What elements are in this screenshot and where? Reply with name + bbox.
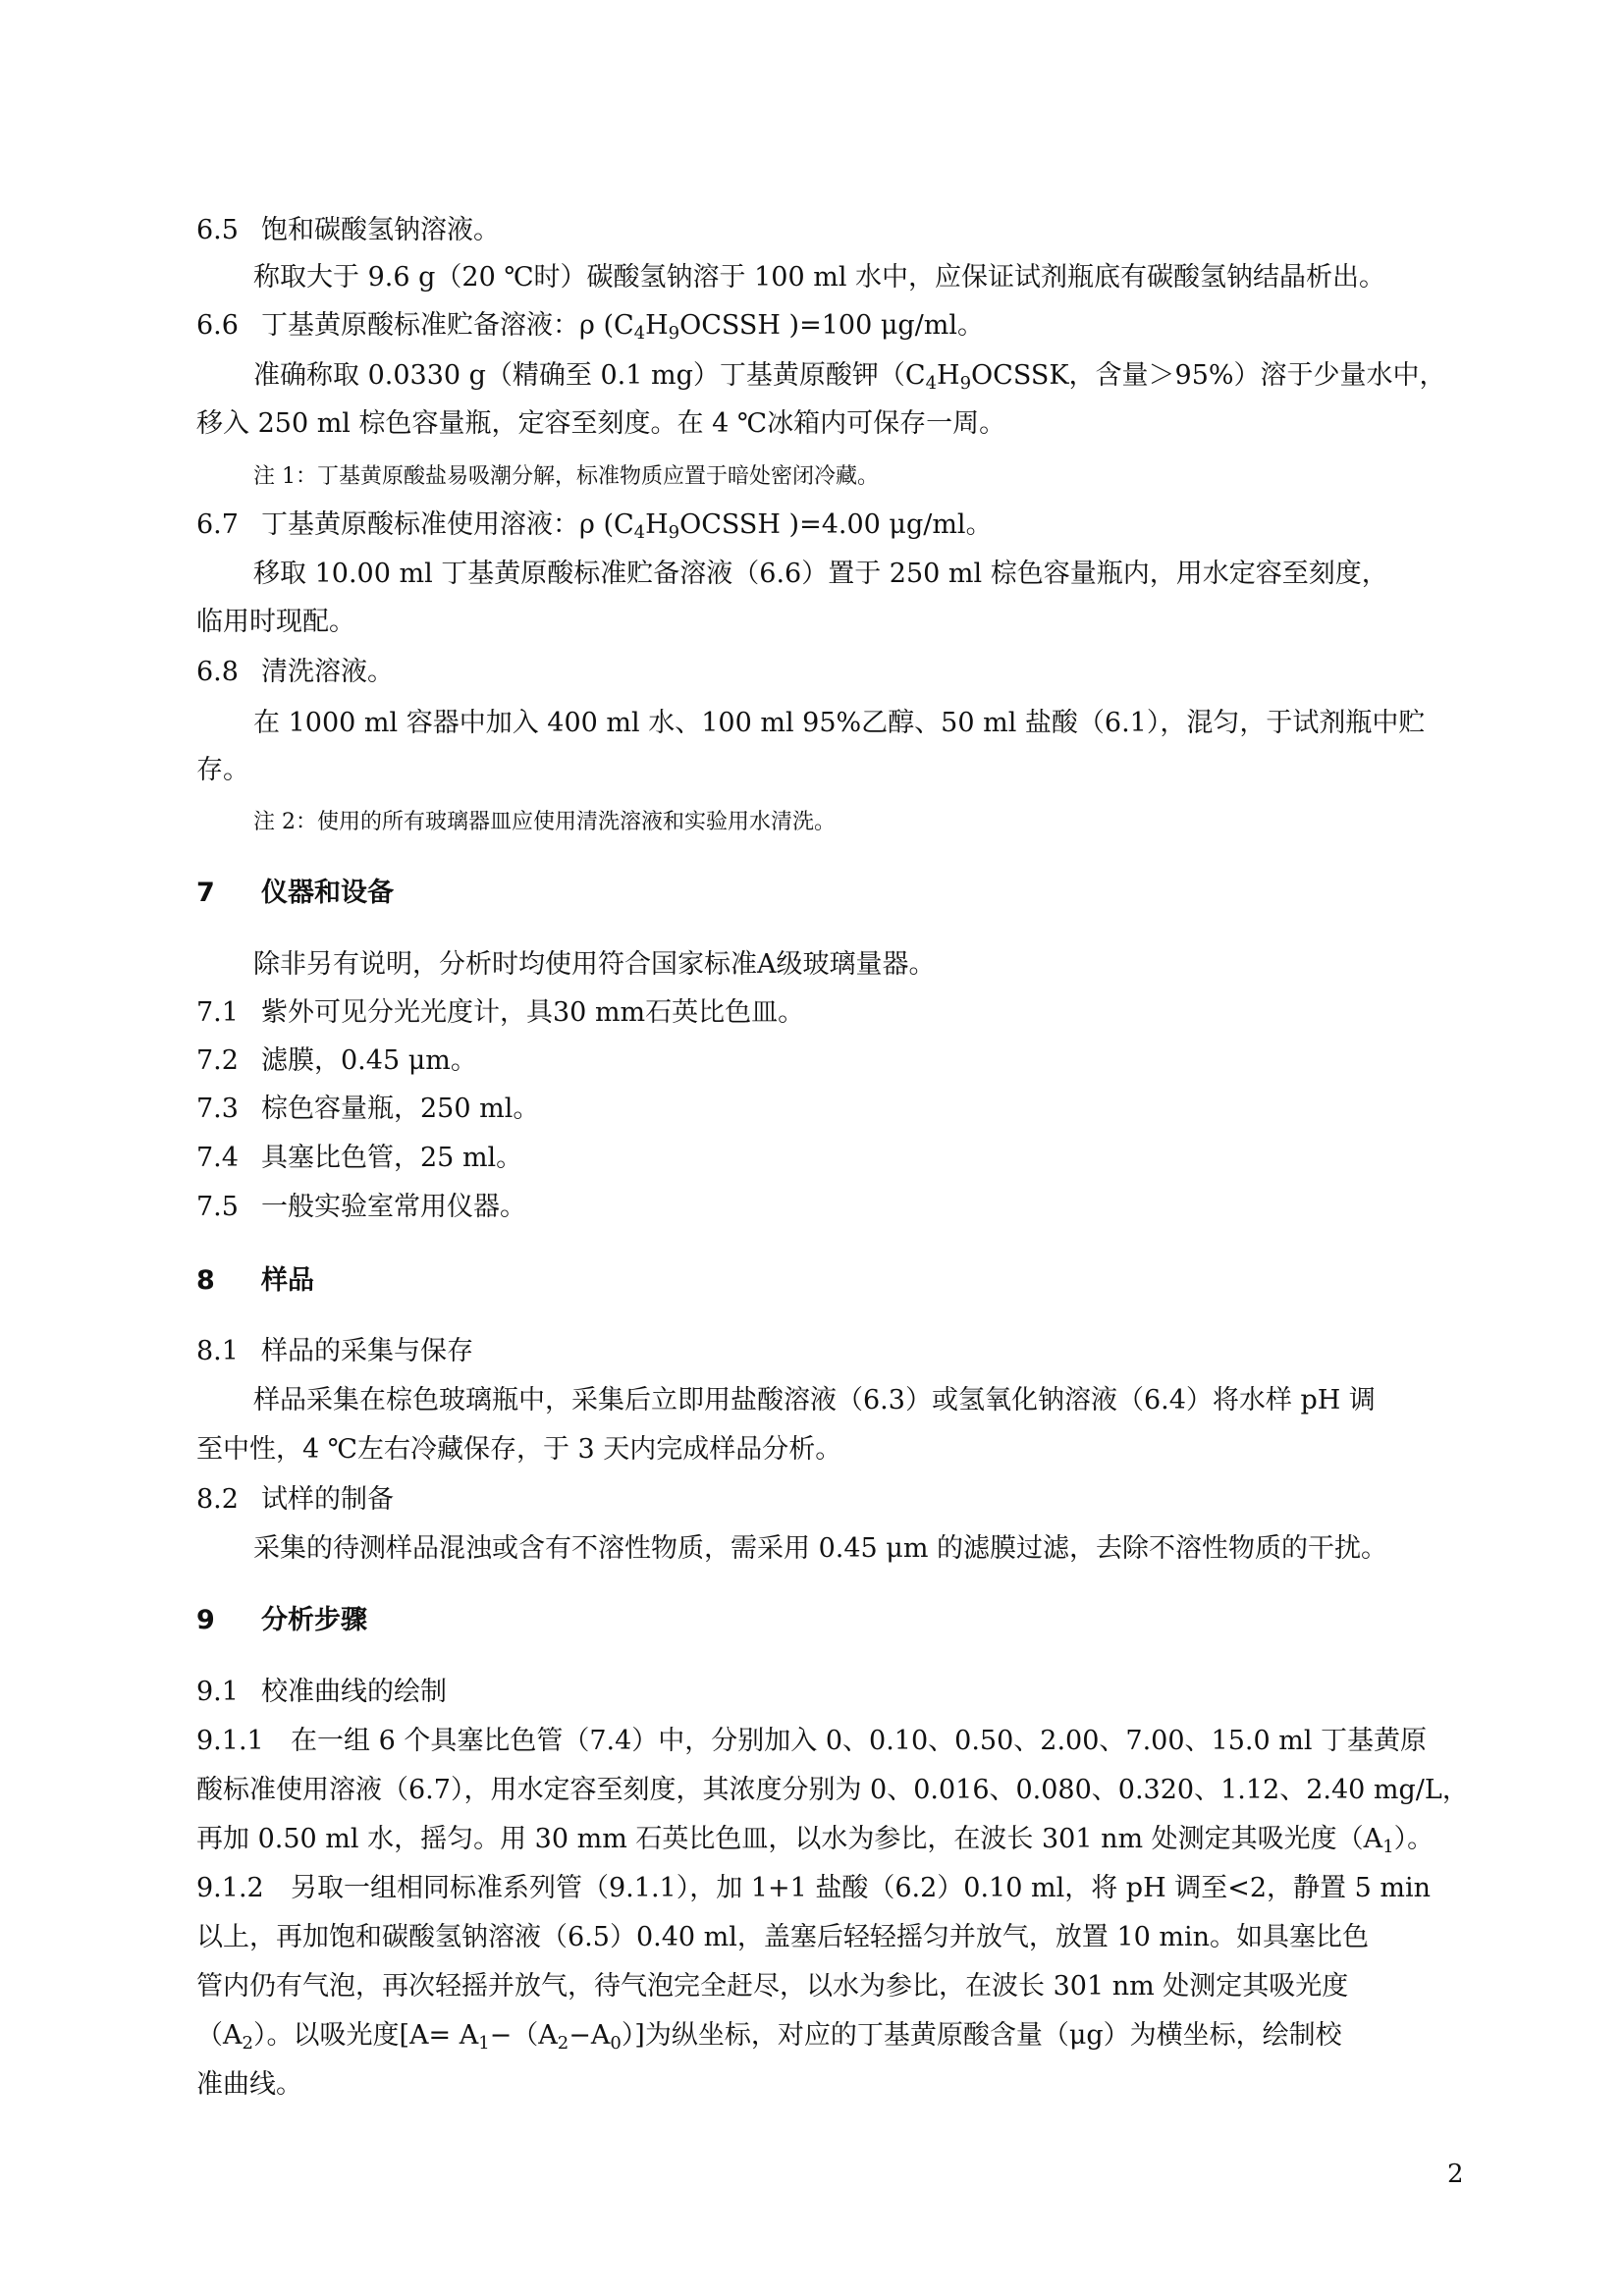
- subscript: 4: [925, 373, 938, 394]
- section-title-part: H: [645, 310, 669, 341]
- subscript: 1: [1382, 1837, 1394, 1857]
- paragraph: 移取 10.00 ml 丁基黄原酸标准贮备溶液（6.6）置于 250 ml 棕色容量瓶内，用水定容至刻度，: [253, 559, 1388, 589]
- subscript: 4: [633, 522, 646, 543]
- section-title-part: OCSSH )=4.00 μg/ml。: [679, 509, 993, 540]
- page-number: 2: [1447, 2160, 1464, 2189]
- subscript: 9: [668, 323, 680, 344]
- subscript: 9: [959, 373, 972, 394]
- section-title: 样品的采集与保存: [261, 1336, 473, 1366]
- subscript: 0: [610, 2033, 622, 2054]
- section-number: 9.1: [196, 1677, 239, 1707]
- section-9-heading: [196, 1604, 367, 1637]
- section-6-7-heading: [196, 508, 993, 542]
- section-title-part: OCSSH )=100 μg/ml。: [679, 310, 984, 341]
- text-run: ）]为纵坐标，对应的丁基黄原酸含量（μg）为横坐标，绘制校: [621, 2020, 1342, 2051]
- section-number: 8.1: [196, 1336, 239, 1366]
- text-run: −A: [568, 2020, 611, 2051]
- text-run: 在一组 6 个具塞比色管（7.4）中，分别加入 0、0.10、0.50、2.00、7.00、15.0 ml 丁基黄原: [291, 1726, 1428, 1756]
- section-title: 样品: [261, 1265, 314, 1296]
- section-6-6-heading: [196, 309, 984, 343]
- item-text: 滤膜，0.45 μm。: [261, 1045, 477, 1076]
- paragraph: 在 1000 ml 容器中加入 400 ml 水、100 ml 95%乙醇、50 ml 盐酸（6.1），混匀，于试剂瓶中贮: [253, 708, 1426, 738]
- subscript: 1: [478, 2033, 490, 2054]
- paragraph: [196, 2019, 1342, 2053]
- subscript: 9: [668, 522, 680, 543]
- item-text: 具塞比色管，25 ml。: [261, 1143, 523, 1173]
- list-item: [196, 1191, 526, 1224]
- item-text: 棕色容量瓶，250 ml。: [261, 1094, 540, 1124]
- item-number: 7.1: [196, 997, 239, 1028]
- text-run: （A: [196, 2020, 243, 2051]
- item-number: 7.3: [196, 1094, 239, 1124]
- section-title: 分析步骤: [261, 1605, 367, 1635]
- section-title-part: 丁基黄原酸标准贮备溶液：ρ (C: [261, 310, 634, 341]
- section-number: 6.7: [196, 509, 239, 540]
- paragraph: 管内仍有气泡，再次轻摇并放气，待气泡完全赶尽，以水为参比，在波长 301 nm 处测定其吸光度: [196, 1971, 1349, 2002]
- text-run: ）。: [1393, 1824, 1435, 1854]
- list-item: [196, 1044, 477, 1078]
- text-run: −（A: [489, 2020, 558, 2051]
- section-title-part: 丁基黄原酸标准使用溶液：ρ (C: [261, 509, 634, 540]
- paragraph: 存。: [196, 755, 249, 785]
- section-8-2-heading: [196, 1483, 394, 1517]
- paragraph: [196, 1823, 1434, 1856]
- paragraph: 酸标准使用溶液（6.7），用水定容至刻度，其浓度分别为 0、0.016、0.080、0.320、1.12、2.40 mg/L，: [196, 1775, 1469, 1805]
- paragraph: 移入 250 ml 棕色容量瓶，定容至刻度。在 4 ℃冰箱内可保存一周。: [196, 408, 1006, 439]
- section-6-8-heading: [196, 656, 394, 689]
- paragraph: [253, 359, 1446, 393]
- paragraph: 准曲线。: [196, 2069, 302, 2100]
- section-8-1-heading: [196, 1335, 473, 1368]
- list-item: [196, 1093, 539, 1126]
- paragraph: 至中性，4 ℃左右冷藏保存，于 3 天内完成样品分析。: [196, 1434, 842, 1465]
- section-6-5-heading: [196, 214, 500, 247]
- item-text: 紫外可见分光光度计，具30 mm石英比色皿。: [261, 997, 805, 1028]
- section-number: 8.2: [196, 1484, 239, 1515]
- note: 注 1：丁基黄原酸盐易吸潮分解，标准物质应置于暗处密闭冷藏。: [253, 464, 879, 489]
- item-number: 7.4: [196, 1143, 239, 1173]
- note: 注 2：使用的所有玻璃器皿应使用清洗溶液和实验用水清洗。: [253, 810, 836, 834]
- section-title: 校准曲线的绘制: [261, 1677, 447, 1707]
- text-run: ）。以吸光度[A= A: [252, 2020, 479, 2051]
- item-number: 7.5: [196, 1192, 239, 1222]
- section-title: 试样的制备: [261, 1484, 394, 1515]
- section-number: 9.1.2: [196, 1873, 264, 1903]
- section-title: 仪器和设备: [261, 878, 394, 908]
- section-title: 饱和碳酸氢钠溶液。: [261, 215, 500, 245]
- section-9-1-heading: [196, 1676, 447, 1709]
- list-item: [196, 1142, 522, 1175]
- paragraph: 采集的待测样品混浊或含有不溶性物质，需采用 0.45 μm 的滤膜过滤，去除不溶性物质的干扰。: [253, 1533, 1388, 1564]
- section-number: 8: [196, 1265, 215, 1296]
- text-run: 准确称取 0.0330 g（精确至 0.1 mg）丁基黄原酸钾（C: [253, 360, 926, 391]
- text-run: H: [937, 360, 960, 391]
- item-number: 7.2: [196, 1045, 239, 1076]
- section-title-part: H: [645, 509, 669, 540]
- subscript: 2: [557, 2033, 569, 2054]
- subscript: 2: [242, 2033, 253, 2054]
- section-9-1-2-line: [196, 1872, 1431, 1905]
- section-number: 6.8: [196, 657, 239, 687]
- text-run: 再加 0.50 ml 水，摇匀。用 30 mm 石英比色皿，以水为参比，在波长 301 nm 处测定其吸光度（A: [196, 1824, 1383, 1854]
- subscript: 4: [633, 323, 646, 344]
- section-9-1-1-line: [196, 1725, 1427, 1758]
- paragraph: 称取大于 9.6 g（20 ℃时）碳酸氢钠溶于 100 ml 水中，应保证试剂瓶底有碳酸氢钠结晶析出。: [253, 262, 1386, 293]
- paragraph: 以上，再加饱和碳酸氢钠溶液（6.5）0.40 ml，盖塞后轻轻摇匀并放气，放置 10 min。如具塞比色: [196, 1922, 1370, 1952]
- section-title: 清洗溶液。: [261, 657, 394, 687]
- section-number: 6.5: [196, 215, 239, 245]
- paragraph: 临用时现配。: [196, 607, 355, 637]
- section-number: 9: [196, 1605, 215, 1635]
- paragraph: 除非另有说明，分析时均使用符合国家标准A级玻璃量器。: [253, 949, 936, 980]
- section-number: 6.6: [196, 310, 239, 341]
- section-number: 9.1.1: [196, 1726, 264, 1756]
- item-text: 一般实验室常用仪器。: [261, 1192, 526, 1222]
- text-run: OCSSK，含量＞95%）溶于少量水中，: [971, 360, 1446, 391]
- list-item: [196, 996, 804, 1030]
- text-run: 另取一组相同标准系列管（9.1.1），加 1+1 盐酸（6.2）0.10 ml，将 pH 调至<2，静置 5 min: [291, 1873, 1431, 1903]
- paragraph: 样品采集在棕色玻璃瓶中，采集后立即用盐酸溶液（6.3）或氢氧化钠溶液（6.4）将水样 pH 调: [253, 1385, 1376, 1415]
- section-8-heading: [196, 1264, 314, 1298]
- section-7-heading: [196, 877, 394, 910]
- section-number: 7: [196, 878, 215, 908]
